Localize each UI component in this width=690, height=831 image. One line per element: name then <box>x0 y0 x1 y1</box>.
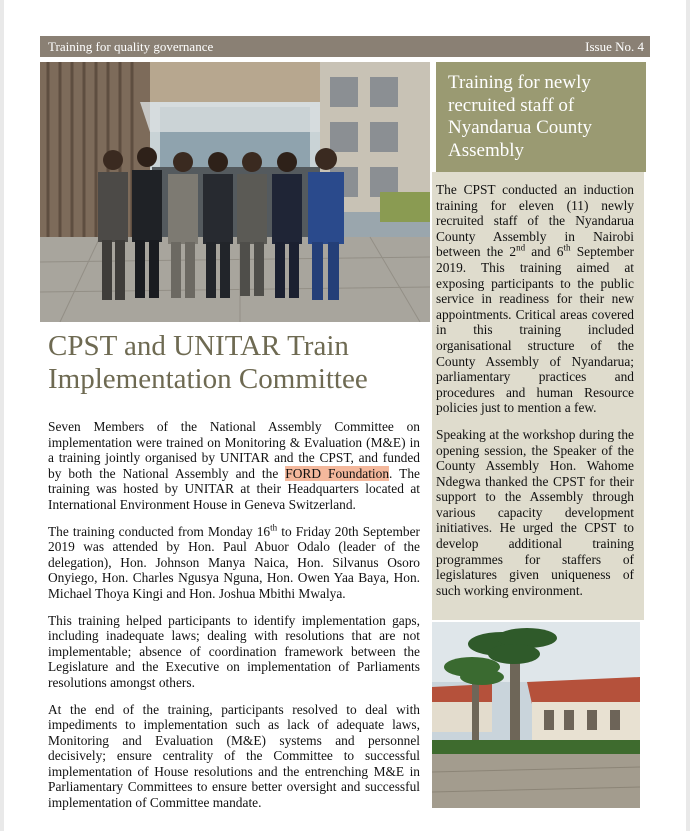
header-bar <box>40 36 650 57</box>
side-article-title-box <box>436 62 646 172</box>
newsletter-tagline: Training for quality governance <box>48 39 214 54</box>
main-p2-text-a: The training conducted from Monday 16 <box>48 523 271 539</box>
main-p2-superscript: th <box>270 522 278 533</box>
side-article-title: Training for newly recruited staff of Nyandarua County Assembly <box>448 72 593 161</box>
county-assembly-photo <box>432 622 640 808</box>
main-p2-text-b: to Friday 20th September 2019 was attended by Hon. Paul Abuor Odalo (leader of the delegation), Hon. Johnson Manya Naica, Hon. Silvanus Osoro Onyiego, Hon. Charles Ngusya Nguna, Hon. Owen Yaa Baya, Hon. Michael Thoya Kingi and Hon. Joshua Mbithi Mwalya. <box>48 523 420 601</box>
side-paragraph-2: Speaking at the workshop during the opening session, the Speaker of the County Assembly Hon. Wahome Ndegwa thanked the CPST for their support to the Assembly through various capacity development initiatives. He urged the CPST to develop additional training programmes for staffers of legislatures given uniqueness of such working environment. <box>436 426 634 598</box>
issue-number: Issue No. 4 <box>585 39 644 54</box>
main-article-body <box>48 419 420 822</box>
side-p1-superscript-2: th <box>563 242 571 253</box>
main-p1-text-b: . The training was hosted by UNITAR at their Headquarters located at International Environment House in Geneva Switzerland. <box>48 465 420 512</box>
delegation-photo <box>40 62 430 322</box>
newsletter-page <box>4 0 686 831</box>
side-p1-text-b: and 6 <box>525 244 564 260</box>
side-p1-text-a: The CPST conducted an induction training for eleven (11) newly recruited staff of the Nyandarua County Assembly in Nairobi between the 2 <box>436 182 634 260</box>
main-paragraph-1 <box>48 419 420 513</box>
main-title-line-2: Implementation Committee <box>48 363 368 395</box>
side-p1-text-c: September 2019. This training aimed at exposing participants to the public service in readiness for their new appointments. Critical areas covered in this training included organisational structure of the County Assembly of Nyandarua; parliamentary practices and procedures and human Resource policies just to mention a few. <box>436 244 634 416</box>
side-article-body <box>436 182 634 609</box>
main-p1-text-a: Seven Members of the National Assembly Committee on implementation were trained on Monitoring & Evaluation (M&E) in a training jointly organised by UNITAR and the CPST, and funded by both the National Assembly and the <box>48 419 420 481</box>
ford-foundation-highlight: FORD Foundation <box>285 465 390 481</box>
side-p1-superscript-1: nd <box>516 242 526 253</box>
main-title-line-1: CPST and UNITAR Train <box>48 330 349 362</box>
main-article-title <box>48 330 428 396</box>
side-paragraph-1 <box>436 182 634 416</box>
main-paragraph-3: This training helped participants to identify implementation gaps, including inadequate laws; dealing with resolutions that are not implementable; absence of coordination framework between the Legislature and the Executive on implementation of Parliaments resolutions amongst others. <box>48 612 420 690</box>
main-paragraph-4: At the end of the training, participants resolved to deal with impediments to implementation such as lack of adequate laws, Monitoring and Evaluation (M&E) systems and personnel decisively; ensure centrality of the Committee to successful implementation of House resolutions and the entrenching M&E in Parliamentary Committees to ensure better oversight and successful implementation of Committee mandate. <box>48 701 420 811</box>
main-paragraph-2 <box>48 524 420 602</box>
